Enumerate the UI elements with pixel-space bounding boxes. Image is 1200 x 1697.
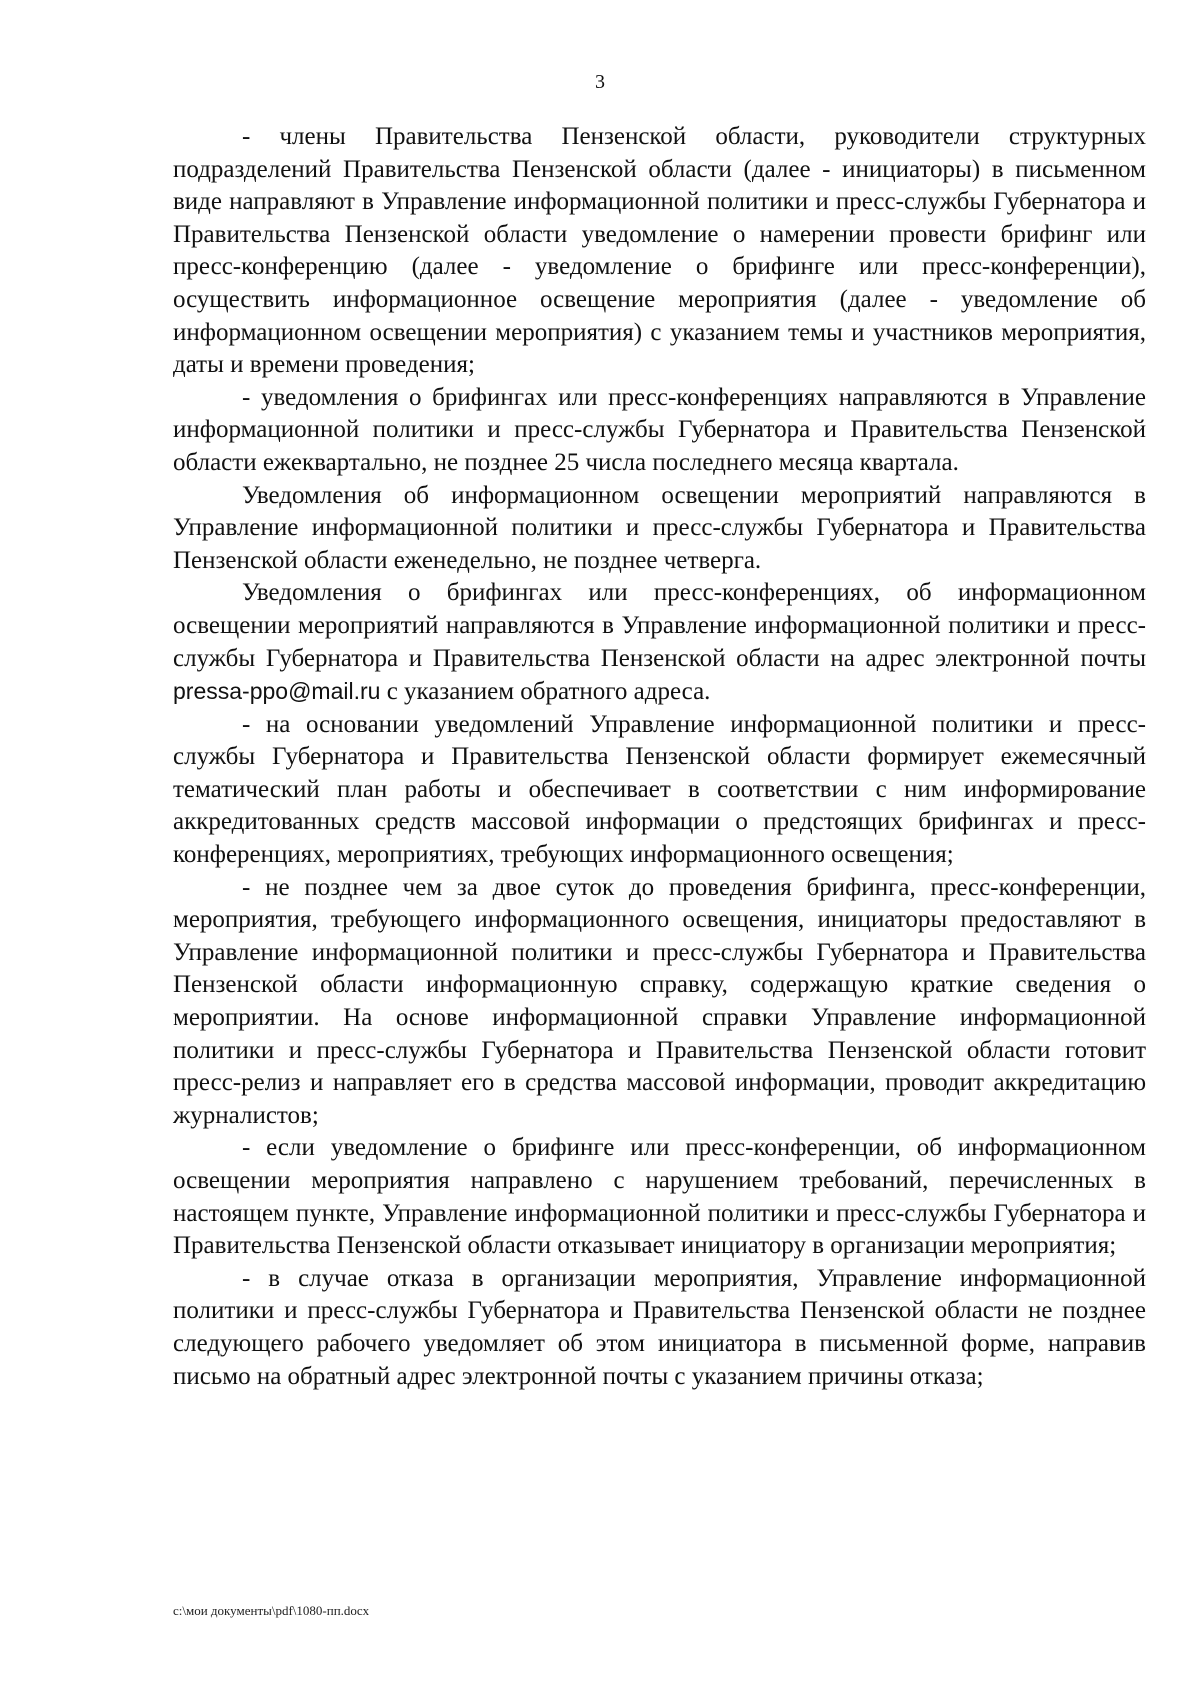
email-text-after: с указанием обратного адреса. (380, 678, 711, 706)
paragraph-information-note: - не позднее чем за двое суток до проведения брифинга, пресс-конференции, мероприятия, требующего информационного освещения, инициаторы предоставляют в Управление информационной политики и пресс-службы Губернатора и Правительства Пензенской области информационную справку, содержащую краткие сведения о мероприятии. На основе информационной справки Управление информационной политики и пресс-службы Губернатора и Правительства Пензенской области готовит пресс-релиз и направляет его в средства массовой информации, проводит аккредитацию журналистов; (173, 873, 1146, 1129)
footer-file-path: c:\мои документы\pdf\1080-пп.docx (173, 1603, 370, 1618)
document-body (173, 121, 1146, 1393)
paragraph-briefing-notifications-quarterly: - уведомления о брифингах или пресс-конференциях направляются в Управление информационной политики и пресс-службы Губернатора и Правительства Пензенской области ежеквартально, не позднее 25 числа последнего месяца квартала. (173, 383, 1146, 476)
paragraph-refusal-notice: - в случае отказа в организации мероприятия, Управление информационной политики и пресс-службы Губернатора и Правительства Пензенской области не позднее следующего рабочего уведомляет об этом инициатора в письменной форме, направив письмо на обратный адрес электронной почты с указанием причины отказа; (173, 1264, 1146, 1390)
paragraph-initiators-notification: - члены Правительства Пензенской области, руководители структурных подразделений Правительства Пензенской области (далее - инициаторы) в письменном виде направляют в Управление информационной политики и пресс-службы Губернатора и Правительства Пензенской области уведомление о намерении провести брифинг или пресс-конференцию (далее - уведомление о брифинге или пресс-конференции), осуществить информационное освещение мероприятия (далее - уведомление об информационном освещении мероприятия) с указанием темы и участников мероприятия, даты и времени проведения; (173, 123, 1146, 379)
paragraph-event-notifications-weekly: Уведомления об информационном освещении мероприятий направляются в Управление информационной политики и пресс-службы Губернатора и Правительства Пензенской области еженедельно, не позднее четверга. (173, 481, 1146, 574)
email-address: pressa-ppo@mail.ru (173, 678, 381, 705)
page-number: 3 (595, 71, 605, 93)
paragraph-refusal-conditions: - если уведомление о брифинге или пресс-конференции, об информационном освещении мероприятия направлено с нарушением требований, перечисленных в настоящем пункте, Управление информационной политики и пресс-службы Губернатора и Правительства Пензенской области отказывает инициатору в организации мероприятия; (173, 1134, 1146, 1260)
paragraph-thematic-plan: - на основании уведомлений Управление информационной политики и пресс-службы Губернатора и Правительства Пензенской области формирует ежемесячный тематический план работы и обеспечивает в соответствии с ним информирование аккредитованных средств массовой информации о предстоящих брифингах и пресс-конференциях, мероприятиях, требующих информационного освещения; (173, 710, 1146, 869)
email-text-before: Уведомления о брифингах или пресс-конференциях, об информационном освещении мероприятий направляются в Управление информационной политики и пресс-службы Губернатора и Правительства Пензенской области на адрес электронной почты (173, 579, 1146, 672)
paragraph-email-address (173, 577, 1146, 708)
